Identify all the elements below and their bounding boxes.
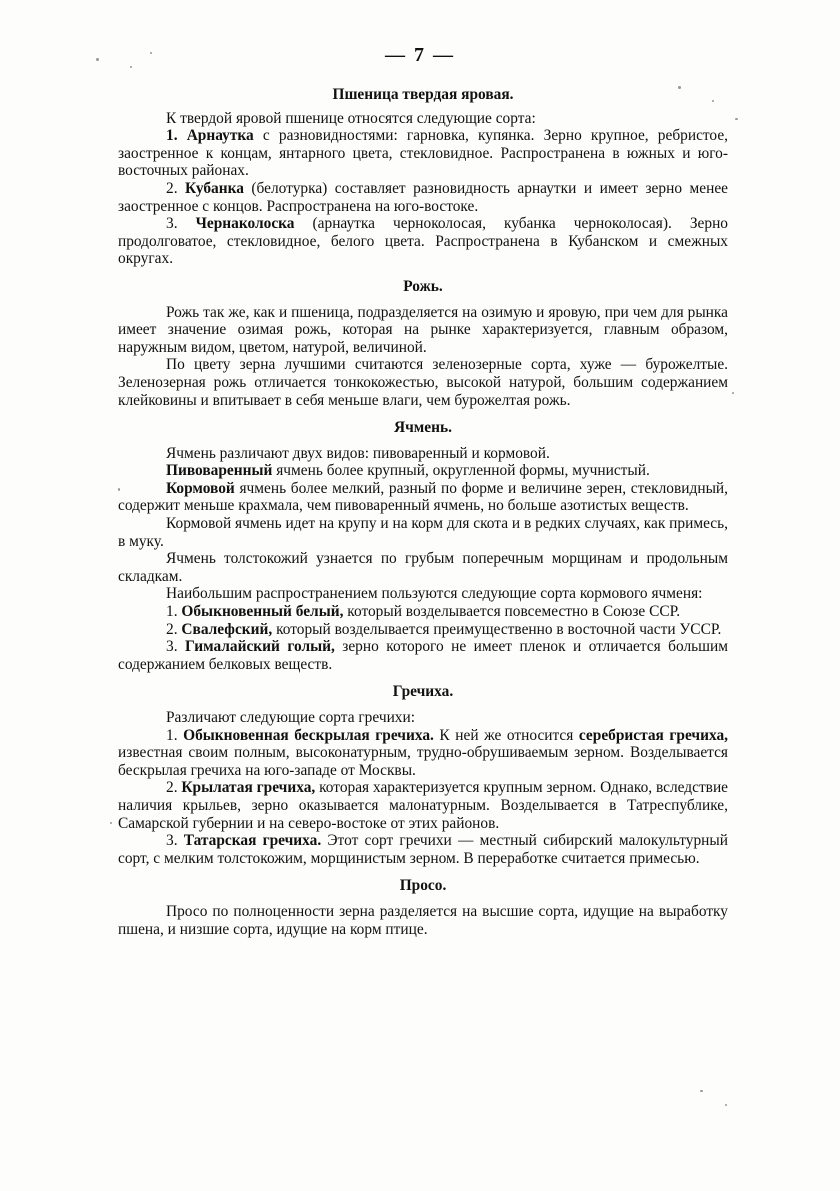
item-number: 3. bbox=[166, 832, 184, 850]
section-title: Гречиха. bbox=[392, 683, 454, 701]
paragraph bbox=[118, 709, 728, 727]
paragraph bbox=[118, 832, 728, 867]
paragraph-text: Различают следующие сорта гречихи: bbox=[166, 709, 416, 726]
paragraph-text: По цвету зерна лучшими считаются зеленозерные сорта, хуже — бурожелтые. Зеленозерная рожь отличается тонкокожестью, высокой натурой, большим содержанием клейковины и впитывает в себя меньше влаги, чем бурожелтая рожь. bbox=[118, 356, 728, 409]
item-number: 2. bbox=[166, 179, 186, 197]
variety-term: серебристая гречиха, bbox=[578, 726, 729, 744]
section-buckwheat bbox=[118, 683, 728, 867]
variety-term: Пивоваренный bbox=[166, 462, 273, 480]
variety-term: 1. Арнаутка bbox=[166, 127, 254, 145]
item-number: 1. bbox=[166, 603, 182, 621]
paragraph bbox=[118, 903, 728, 938]
paragraph bbox=[118, 180, 728, 215]
variety-term: Свалефский, bbox=[181, 620, 273, 638]
paragraph-text: известная своим полным, высоконатурным, трудно-обрушиваемым зерном. Возделывается бескрылая гречиха на юго-западе от Москвы. bbox=[118, 744, 728, 779]
variety-term: Гималайский голый, bbox=[185, 638, 335, 656]
paragraph bbox=[118, 462, 728, 480]
paragraph bbox=[118, 356, 728, 409]
item-number: 2. bbox=[166, 620, 182, 638]
page-content bbox=[118, 86, 728, 938]
paragraph-text: который возделывается преимущественно в восточной части УССР. bbox=[272, 620, 722, 638]
variety-term: Обыкновенный белый, bbox=[181, 603, 344, 621]
paragraph-text: Ячмень различают двух видов: пивоваренный и кормовой. bbox=[166, 444, 550, 462]
paragraph-text: который возделывается повсеместно в Союзе ССР. bbox=[343, 603, 681, 621]
paragraph bbox=[118, 585, 728, 603]
paragraph-text: которая характеризуется крупным зерном. Однако, вследствие наличия крыльев, зерно оказывается малонатурным. Возделывается в Татреспублике, Самарской губернии и на северо-востоке от этих районов. bbox=[118, 779, 729, 832]
item-number: 1. bbox=[166, 726, 184, 744]
page-number: — 7 — bbox=[385, 44, 455, 66]
paragraph bbox=[118, 638, 728, 673]
paragraph-text: Ячмень толстокожий узнается по грубым поперечным морщинам и продольным складкам. bbox=[118, 550, 728, 585]
paragraph-text: Рожь так же, как и пшеница, подразделяется на озимую и яровую, при чем для рынка имеет значение озимая рожь, которая на рынке характеризуется, главным образом, наружным видом, цветом, натурой, величиной. bbox=[118, 303, 728, 356]
paragraph bbox=[118, 515, 728, 550]
paragraph-text: К твердой яровой пшенице относятся следующие сорта: bbox=[166, 109, 536, 127]
paragraph bbox=[118, 445, 728, 463]
paragraph-text: ячмень более крупный, округленной формы, мучнистый. bbox=[272, 462, 650, 480]
item-number: 3. bbox=[166, 215, 196, 233]
variety-term: Крылатая гречиха, bbox=[181, 779, 316, 797]
variety-term: Кормовой bbox=[166, 479, 235, 497]
paragraph-text: зерно которого не имеет пленок и отличается большим содержанием белковых веществ. bbox=[118, 638, 728, 673]
paragraph-text: с разновидностями: гарновка, купянка. Зерно крупное, ребристое, заостренное к концам, янтарного цвета, стекловидное. Распространена в южных и юго-восточных районах. bbox=[118, 127, 728, 180]
paragraph bbox=[118, 727, 728, 780]
section-title: Рожь. bbox=[403, 277, 443, 295]
paragraph bbox=[118, 621, 728, 639]
variety-term: Татарская гречиха. bbox=[183, 832, 322, 850]
section-barley bbox=[118, 419, 728, 673]
section-title: Пшеница твердая яровая. bbox=[332, 86, 514, 103]
section-title: Просо. bbox=[399, 877, 447, 895]
paragraph-text: ячмень более мелкий, разный по форме и величине зерен, стекловидный, содержит меньше крахмала, чем пивоваренный ячмень, но больше азотистых веществ. bbox=[118, 479, 728, 515]
paragraph bbox=[118, 127, 728, 180]
paragraph bbox=[118, 480, 728, 515]
paragraph-text: Наибольшим распространением пользуются следующие сорта кормового ячменя: bbox=[166, 585, 703, 603]
variety-term: Чернаколоска bbox=[195, 215, 295, 233]
paragraph bbox=[118, 550, 728, 585]
section-wheat bbox=[118, 86, 728, 268]
paragraph bbox=[118, 110, 728, 128]
section-millet bbox=[118, 877, 728, 938]
variety-term: Обыкновенная бескрылая гречиха. bbox=[183, 726, 434, 744]
paragraph-text: К ней же относится bbox=[433, 726, 579, 744]
paragraph bbox=[118, 215, 728, 268]
section-title: Ячмень. bbox=[394, 419, 452, 437]
variety-term: Кубанка bbox=[185, 179, 244, 197]
paragraph-text: (белотурка) составляет разновидность арнаутки и имеет зерно менее заостренное с концов. Распространена на юго-востоке. bbox=[118, 179, 728, 215]
section-rye bbox=[118, 278, 728, 409]
paragraph bbox=[118, 779, 728, 832]
paragraph-text: Этот сорт гречихи — местный сибирский малокультурный сорт, с мелким толстокожим, морщинистым зерном. В переработке считается примесью. bbox=[118, 832, 728, 867]
paragraph bbox=[118, 304, 728, 357]
paragraph-text: Просо по полноценности зерна разделяется на высшие сорта, идущие на выработку пшена, и низшие сорта, идущие на корм птице. bbox=[118, 902, 728, 938]
item-number: 2. bbox=[166, 779, 182, 797]
paragraph-text: (арнаутка черноколосая, кубанка черноколосая). Зерно продолговатое, стекловидное, белого цвета. Распространена в Кубанском и смежных округах. bbox=[118, 215, 728, 268]
paragraph-text: Кормовой ячмень идет на крупу и на корм для скота и в редких случаях, как примесь, в муку. bbox=[118, 515, 728, 550]
paragraph bbox=[118, 603, 728, 621]
item-number: 3. bbox=[166, 638, 185, 656]
